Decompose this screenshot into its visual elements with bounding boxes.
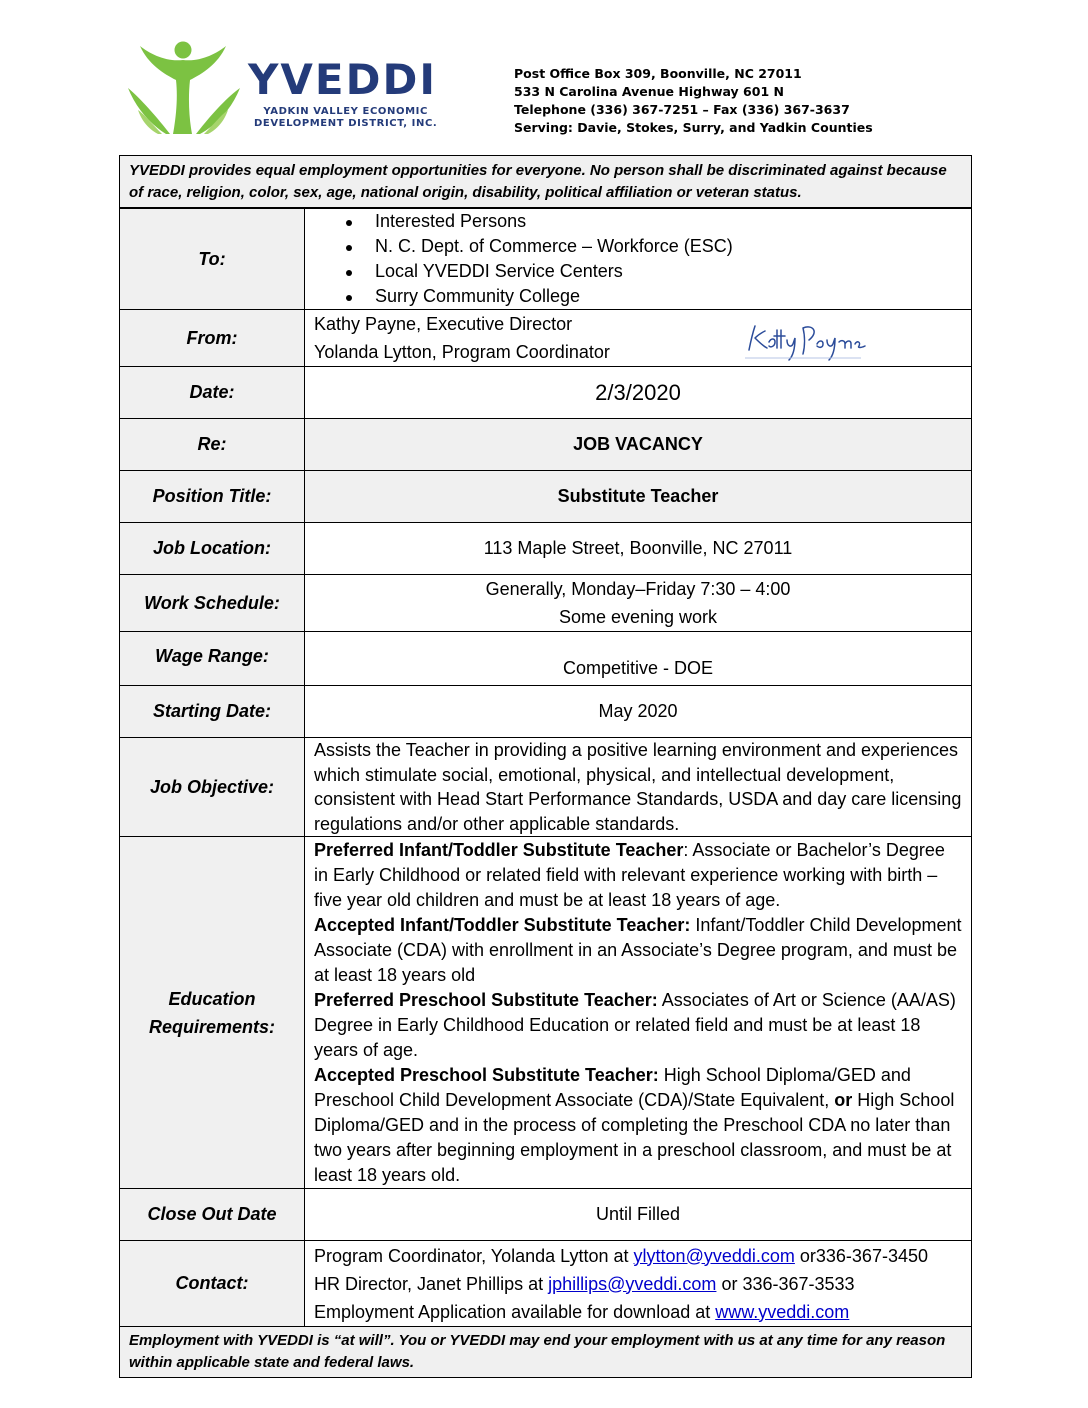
email-link-jphillips[interactable]: jphillips@yveddi.com <box>548 1273 717 1294</box>
row-education <box>120 837 971 1189</box>
value-close: Until Filled <box>305 1189 972 1241</box>
letterhead-address <box>514 65 873 137</box>
contact-text: or 336-367-3533 <box>716 1273 855 1294</box>
education-label-line: Requirements: <box>148 1016 276 1037</box>
label-education <box>120 837 305 1189</box>
label-from: From: <box>120 310 305 367</box>
contact-text: HR Director, Janet Phillips at <box>314 1273 549 1294</box>
label-location: Job Location: <box>120 523 305 575</box>
education-item-text: Associate or Bachelor’s Degree in Early Childhood or related field with relevant experience working with birth – five year old children and must be at least 18 years of age. <box>314 840 945 910</box>
row-location <box>120 523 971 575</box>
list-item: Interested Persons <box>375 209 971 234</box>
education-item <box>314 988 963 1063</box>
contact-text: Program Coordinator, Yolanda Lytton at <box>314 1245 634 1266</box>
list-item: Surry Community College <box>375 284 971 309</box>
contact-line <box>314 1242 971 1270</box>
row-date <box>120 367 971 419</box>
contact-line <box>314 1270 971 1298</box>
education-label-line: Education <box>168 988 256 1009</box>
email-link-ylytton[interactable]: ylytton@yveddi.com <box>633 1245 795 1266</box>
logo-subtitle-line2: DEVELOPMENT DISTRICT, INC. <box>254 118 438 129</box>
schedule-line: Generally, Monday–Friday 7:30 – 4:00 <box>485 579 791 599</box>
education-item-text: Infant/Toddler Child Development Associate (CDA) with enrollment in an Associate’s Degree program, and must be at least 18 years old <box>314 915 962 985</box>
contact-text: or336-367-3450 <box>794 1245 928 1266</box>
vacancy-form <box>119 155 972 1378</box>
value-objective: Assists the Teacher in providing a positive learning environment and experiences which stimulate social, emotional, physical, and intellectual development, consistent with Head Start Performance Standards, USDA and day care licensing regulations and/or other applicable standards. <box>305 738 972 837</box>
label-schedule: Work Schedule: <box>120 575 305 632</box>
row-re <box>120 419 971 471</box>
contact-text: Employment Application available for download at <box>314 1301 716 1322</box>
contact-line <box>314 1298 971 1326</box>
value-to <box>305 209 972 310</box>
from-line: Kathy Payne, Executive Director <box>314 314 573 334</box>
list-item: N. C. Dept. of Commerce – Workforce (ESC) <box>375 234 971 259</box>
value-from <box>305 310 972 367</box>
address-line: Post Office Box 309, Boonville, NC 27011 <box>514 66 802 81</box>
row-from <box>120 310 971 367</box>
row-start <box>120 686 971 738</box>
education-item-text: Associates of Art or Science (AA/AS) Degree in Early Childhood Education or related field and must be at least 18 years of age. <box>314 990 956 1060</box>
label-close: Close Out Date <box>120 1189 305 1241</box>
value-location: 113 Maple Street, Boonville, NC 27011 <box>305 523 972 575</box>
label-start: Starting Date: <box>120 686 305 738</box>
logo-figure-icon <box>126 40 246 138</box>
label-wage: Wage Range: <box>120 632 305 686</box>
logo-wordmark: YVEDDI <box>248 55 437 104</box>
row-close <box>120 1189 971 1241</box>
education-item-or: or <box>834 1090 853 1110</box>
education-item-title: Preferred Infant/Toddler Substitute Teacher <box>314 840 684 860</box>
from-line: Yolanda Lytton, Program Coordinator <box>314 342 610 362</box>
signature-image <box>741 318 871 366</box>
label-date: Date: <box>120 367 305 419</box>
address-line: 533 N Carolina Avenue Highway 601 N <box>514 84 784 99</box>
value-schedule <box>305 575 972 632</box>
website-link[interactable]: www.yveddi.com <box>715 1301 850 1322</box>
education-item-title: Accepted Preschool Substitute Teacher: <box>314 1065 659 1085</box>
vacancy-table <box>120 208 971 1327</box>
schedule-line: Some evening work <box>558 607 718 627</box>
label-objective: Job Objective: <box>120 738 305 837</box>
education-item-title: Accepted Infant/Toddler Substitute Teacher: <box>314 915 691 935</box>
value-re: JOB VACANCY <box>305 419 972 471</box>
value-start: May 2020 <box>305 686 972 738</box>
education-item-title: Preferred Preschool Substitute Teacher: <box>314 990 658 1010</box>
label-to: To: <box>120 209 305 310</box>
row-objective <box>120 738 971 837</box>
address-line: Serving: Davie, Stokes, Surry, and Yadkin Counties <box>514 120 873 135</box>
row-wage <box>120 632 971 686</box>
at-will-footer: Employment with YVEDDI is “at will”. You or YVEDDI may end your employment with us at any time for any reason within applicable state and federal laws. <box>120 1327 971 1377</box>
value-education <box>305 837 972 1189</box>
logo-subtitle <box>254 106 437 130</box>
value-date: 2/3/2020 <box>305 367 972 419</box>
education-item-text: High School Diploma/GED and in the process of completing the Preschool CDA no later than two years after beginning employment in a preschool classroom, and must be at least 18 years old. <box>314 1090 955 1185</box>
label-re: Re: <box>120 419 305 471</box>
education-item <box>314 913 963 988</box>
row-to <box>120 209 971 310</box>
value-position: Substitute Teacher <box>305 471 972 523</box>
logo-subtitle-line1: YADKIN VALLEY ECONOMIC <box>263 106 428 117</box>
education-item <box>314 1063 963 1188</box>
value-contact <box>305 1241 972 1327</box>
value-wage: Competitive - DOE <box>305 632 972 686</box>
row-position <box>120 471 971 523</box>
equal-opportunity-notice: YVEDDI provides equal employment opportunities for everyone. No person shall be discriminated against because of race, religion, color, sex, age, national origin, disability, political affiliation or veteran status. <box>120 156 971 208</box>
education-item-sep: : <box>683 840 693 860</box>
row-schedule <box>120 575 971 632</box>
yveddi-logo <box>126 40 456 138</box>
address-line: Telephone (336) 367-7251 – Fax (336) 367-3637 <box>514 102 850 117</box>
education-item-text: High School Diploma/GED and Preschool Child Development Associate (CDA)/State Equivalent, <box>314 1065 911 1110</box>
label-position: Position Title: <box>120 471 305 523</box>
row-contact <box>120 1241 971 1327</box>
label-contact: Contact: <box>120 1241 305 1327</box>
list-item: Local YVEDDI Service Centers <box>375 259 971 284</box>
education-item <box>314 838 963 913</box>
recipient-list <box>305 209 971 309</box>
